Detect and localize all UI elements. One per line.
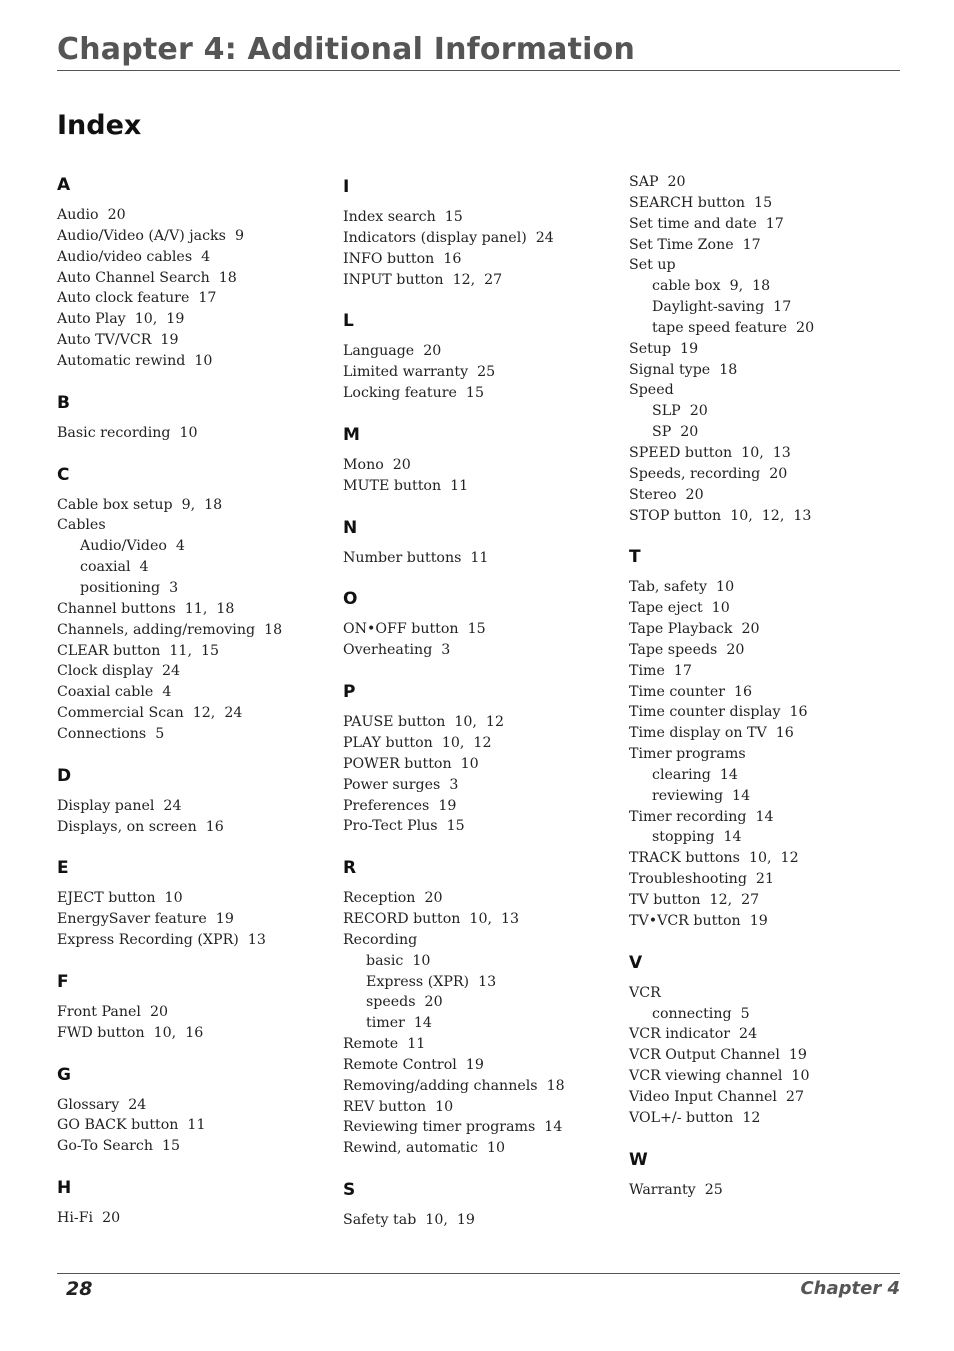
section-letter: B [57,392,70,413]
index-entry: Automatic rewind 10 [57,352,213,369]
index-entry: Audio/video cables 4 [57,248,211,265]
index-section [343,176,613,290]
section-letter: M [343,424,360,445]
index-entry: TRACK buttons 10, 12 [629,850,799,867]
index-section [343,857,613,1159]
header-rule [57,70,900,71]
index-entry: Mono 20 [343,456,411,473]
index-subentry: coaxial 4 [80,559,149,576]
index-section [57,1064,327,1158]
index-entry: Displays, on screen 16 [57,818,224,835]
index-subentry: Audio/Video 4 [80,538,185,555]
index-entry: Troubleshooting 21 [629,871,774,888]
section-letter: P [343,682,356,703]
index-entry: Glossary 24 [57,1096,147,1113]
index-entry: Cables [57,517,106,534]
index-entry: VCR [629,984,661,1001]
index-entry: VCR viewing channel 10 [629,1068,810,1085]
index-subentry: tape speed feature 20 [652,319,815,336]
index-entry: Timer recording 14 [629,808,774,825]
index-entry: Tab, safety 10 [629,579,735,596]
index-entry: Rewind, automatic 10 [343,1140,506,1157]
index-entry: INFO button 16 [343,250,462,267]
index-entry: Basic recording 10 [57,424,198,441]
index-entry: Preferences 19 [343,797,457,814]
index-section [57,765,327,838]
index-subentry: positioning 3 [80,579,179,596]
section-letter: V [629,952,643,973]
index-entry: Remote Control 19 [343,1056,484,1073]
index-section [57,1177,327,1229]
section-letter: H [57,1178,72,1199]
index-entry: Safety tab 10, 19 [343,1212,475,1229]
index-subentry: stopping 14 [652,829,742,846]
section-letter: N [343,517,358,538]
index-entry: REV button 10 [343,1098,454,1115]
index-entry: Audio 20 [57,207,126,223]
index-section [57,464,327,745]
index-entry: Express Recording (XPR) 13 [57,932,266,949]
index-entry: Index search 15 [343,209,463,225]
index-subentry: speeds 20 [366,994,443,1011]
index-title: Index [57,110,142,141]
index-column-2 [343,176,613,1251]
index-entry: CLEAR button 11, 15 [57,642,220,659]
index-section [629,952,899,1129]
index-entry: Time counter 16 [629,683,753,700]
index-entry: Auto Play 10, 19 [57,311,185,328]
index-entry: Commercial Scan 12, 24 [57,705,243,722]
section-letter: S [343,1180,356,1201]
index-entry: PLAY button 10, 12 [343,734,492,751]
index-entry: TV•VCR button 19 [629,912,768,929]
index-subentry: timer 14 [366,1015,432,1032]
index-entry: Language 20 [343,343,442,360]
index-entry: SPEED button 10, 13 [629,444,791,461]
index-entry: TV button 12, 27 [629,892,760,908]
index-entry: Time 17 [629,662,692,679]
index-entry: Locking feature 15 [343,385,484,402]
index-entry: POWER button 10 [343,755,479,772]
index-entry: EnergySaver feature 19 [57,911,234,928]
index-entry: INPUT button 12, 27 [343,271,503,288]
footer-rule [57,1273,900,1274]
index-section [57,174,327,372]
index-section [57,857,327,951]
index-subentry: clearing 14 [652,766,738,783]
index-subentry: SP 20 [652,424,699,441]
index-entry: Set up [629,257,676,274]
index-entry: RECORD button 10, 13 [343,911,520,928]
index-entry: SEARCH button 15 [629,194,773,211]
index-section [343,1179,613,1231]
section-letter: I [343,177,350,197]
index-subentry: Daylight-saving 17 [652,299,792,316]
section-letter: T [629,547,641,568]
section-letter: W [629,1149,648,1170]
index-entry: Speeds, recording 20 [629,465,788,482]
index-entry: VCR Output Channel 19 [629,1047,807,1064]
index-entry: Warranty 25 [629,1181,723,1198]
index-entry: EJECT button 10 [57,890,183,907]
index-section [343,310,613,404]
index-entry: Front Panel 20 [57,1003,169,1020]
index-entry: Indicators (display panel) 24 [343,229,554,246]
index-entry: Timer programs [629,746,746,763]
index-subentry: reviewing 14 [652,787,751,804]
index-entry: Cable box setup 9, 18 [57,496,223,513]
index-section [629,172,899,526]
index-entry: PAUSE button 10, 12 [343,714,504,731]
section-letter: C [57,464,70,485]
index-section [629,1149,899,1201]
index-entry: Channel buttons 11, 18 [57,600,235,617]
index-entry: Number buttons 11 [343,549,489,566]
index-entry: Speed [629,382,674,399]
section-letter: F [57,971,69,992]
section-letter: E [57,858,69,879]
section-letter: R [343,858,357,879]
index-entry: Time counter display 16 [629,704,808,721]
index-entry: Auto TV/VCR 19 [57,332,179,349]
index-subentry: connecting 5 [652,1005,750,1022]
index-entry: Power surges 3 [343,776,459,793]
index-entry: FWD button 10, 16 [57,1024,204,1041]
index-entry: MUTE button 11 [343,477,469,494]
section-letter: A [57,175,71,195]
index-entry: Channels, adding/removing 18 [57,621,283,638]
index-entry: SAP 20 [629,174,686,190]
index-entry: Connections 5 [57,725,165,742]
chapter-title: Chapter 4: Additional Information [57,32,636,67]
index-entry: Time display on TV 16 [629,725,794,742]
section-letter: G [57,1064,71,1085]
index-section [343,588,613,661]
index-entry: Go-To Search 15 [57,1138,181,1155]
index-entry: Remote 11 [343,1036,426,1053]
section-letter: O [343,589,358,610]
page-number: 28 [66,1278,93,1300]
index-section [629,546,899,931]
index-entry: VCR indicator 24 [629,1026,758,1043]
index-entry: STOP button 10, 12, 13 [629,507,812,524]
index-entry: GO BACK button 11 [57,1117,206,1134]
index-entry: Pro-Tect Plus 15 [343,818,465,835]
index-entry: Coaxial cable 4 [57,684,172,701]
index-entry: Limited warranty 25 [343,364,496,381]
index-section [343,424,613,497]
index-section [343,681,613,837]
index-subentry: cable box 9, 18 [652,278,771,295]
index-entry: Tape Playback 20 [629,621,760,638]
index-subentry: Express (XPR) 13 [366,973,497,990]
index-entry: Display panel 24 [57,797,182,814]
index-entry: Hi-Fi 20 [57,1210,121,1227]
index-entry: Stereo 20 [629,486,704,503]
index-entry: Auto Channel Search 18 [57,269,237,286]
index-entry: Clock display 24 [57,663,181,680]
index-entry: Tape speeds 20 [629,641,745,658]
index-entry: Tape eject 10 [629,600,730,617]
index-entry: Setup 19 [629,340,699,357]
index-entry: VOL+/- button 12 [629,1109,761,1126]
index-entry: Audio/Video (A/V) jacks 9 [57,227,244,244]
index-entry: Set Time Zone 17 [629,236,761,253]
index-entry: Reviewing timer programs 14 [343,1119,563,1136]
index-column-3 [629,172,899,1220]
index-column-1 [57,174,327,1249]
index-subentry: SLP 20 [652,403,708,420]
footer-chapter-label: Chapter 4 [800,1278,900,1299]
index-entry: Set time and date 17 [629,215,784,232]
index-entry: Recording [343,931,418,948]
index-section [343,517,613,569]
index-subentry: basic 10 [366,952,431,969]
index-entry: Video Input Channel 27 [629,1088,804,1105]
index-entry: Reception 20 [343,890,443,907]
index-entry: Auto clock feature 17 [57,290,217,307]
section-letter: D [57,765,72,786]
index-entry: Signal type 18 [629,361,738,378]
section-letter: L [343,311,354,332]
index-entry: ON•OFF button 15 [343,621,486,638]
index-section [57,392,327,444]
index-section [57,971,327,1044]
index-entry: Removing/adding channels 18 [343,1077,565,1094]
index-entry: Overheating 3 [343,642,451,659]
